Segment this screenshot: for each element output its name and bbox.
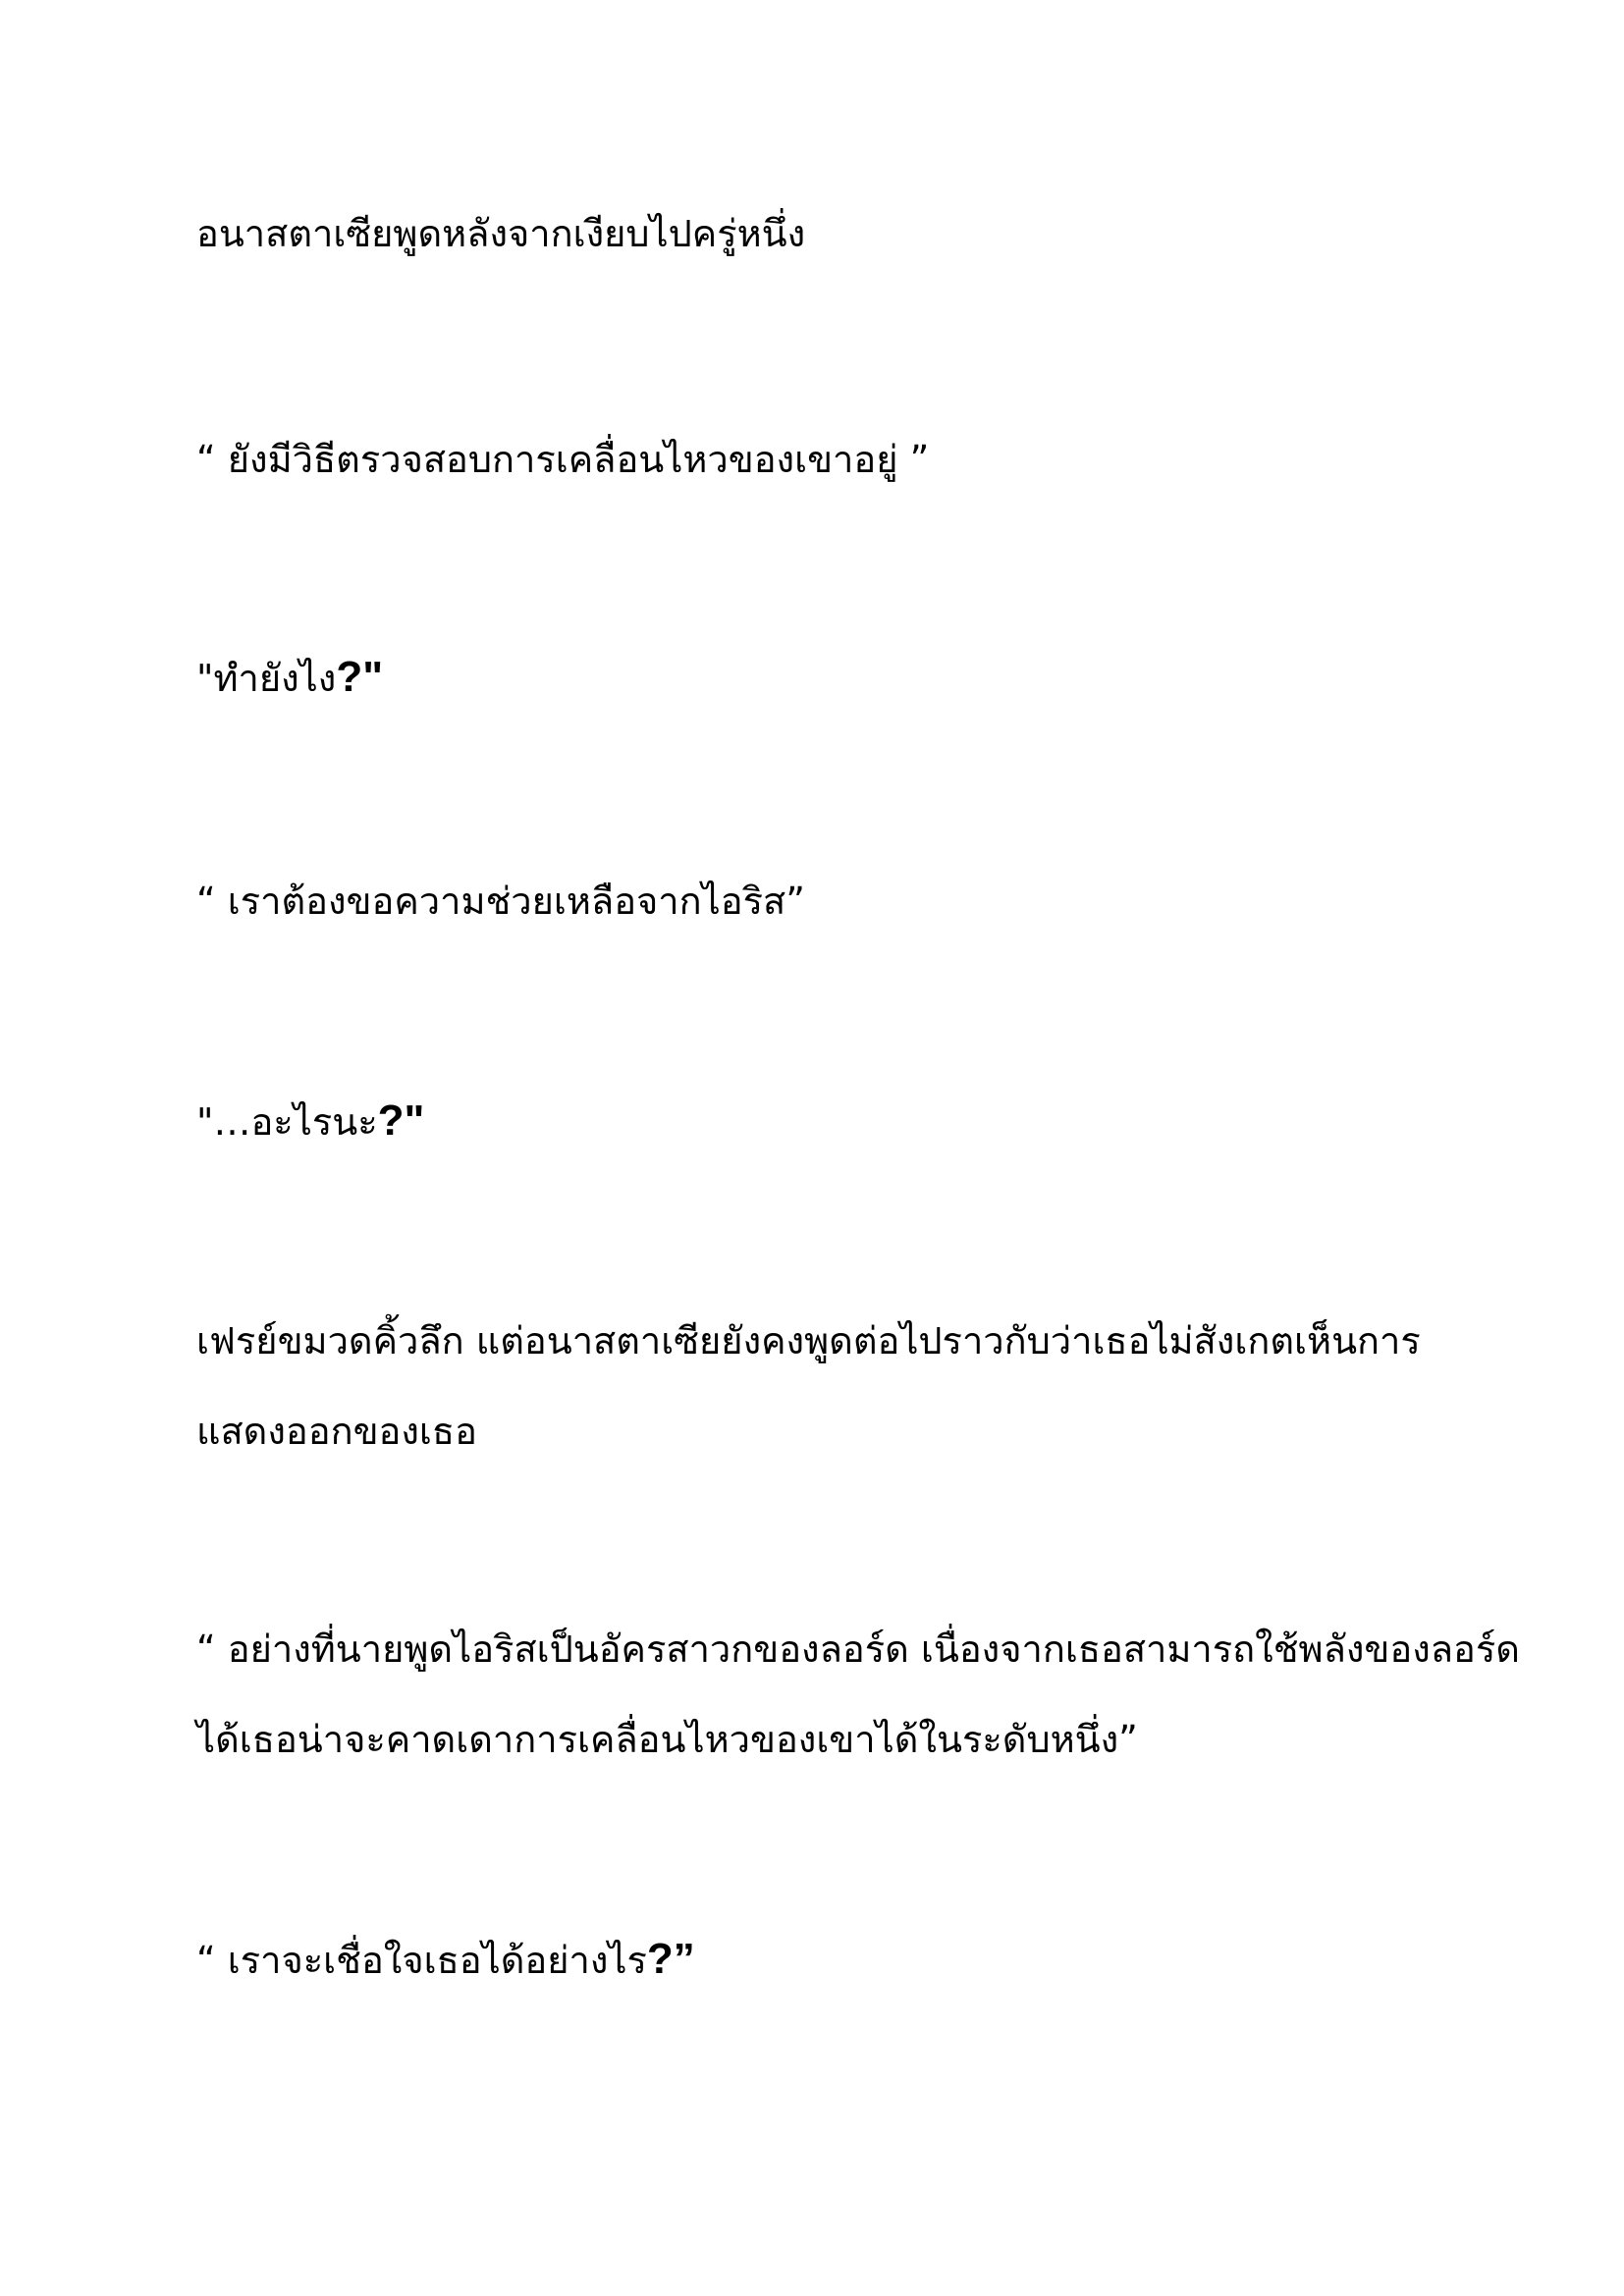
paragraph-dialogue-1 [196, 412, 1434, 507]
paragraph-text: ได้เธอน่าจะคาดเดาการเคลื่อนไหวของเขาได้ในระดับหนึ่ง” [196, 1718, 1138, 1761]
paragraph-narration-2-line-2 [196, 1384, 1434, 1478]
paragraph-dialogue-6 [196, 1912, 1434, 2007]
paragraph-dialogue-3 [196, 854, 1434, 948]
question-mark: ?” [646, 1935, 695, 1983]
paragraph-text: "ทำยังไง [196, 657, 337, 700]
question-mark: ?" [336, 653, 384, 701]
paragraph-dialogue-4 [196, 1074, 1434, 1169]
paragraph-dialogue-5-line-2 [196, 1692, 1434, 1787]
question-mark: ?" [377, 1096, 425, 1145]
paragraph-text: “ เราจะเชื่อใจเธอได้อย่างไร [196, 1939, 647, 1982]
paragraph-text: อนาสตาเซียพูดหลังจากเงียบไปครู่หนึ่ง [196, 212, 806, 255]
paragraph-text: “ เราต้องขอความช่วยเหลือจากไอริส” [196, 880, 805, 923]
paragraph-text: “ ยังมีวิธีตรวจสอบการเคลื่อนไหวของเขาอยู่ ” [196, 438, 930, 481]
paragraph-dialogue-2 [196, 630, 1434, 725]
paragraph-text: “ อย่างที่นายพูดไอริสเป็นอัครสาวกของลอร์ด เนื่องจากเธอสามารถใช้พลังของลอร์ด [196, 1628, 1520, 1671]
paragraph-narration-2-line-1 [196, 1294, 1434, 1388]
paragraph-text: แสดงออกของเธอ [196, 1410, 477, 1453]
paragraph-text: เฟรย์ขมวดคิ้วลึก แต่อนาสตาเซียยังคงพูดต่อไปราวกับว่าเธอไม่สังเกตเห็นการ [196, 1319, 1421, 1362]
paragraph-narration-1 [196, 187, 1434, 281]
paragraph-text: "…อะไรนะ [196, 1100, 378, 1144]
paragraph-dialogue-5-line-1 [196, 1602, 1520, 1696]
